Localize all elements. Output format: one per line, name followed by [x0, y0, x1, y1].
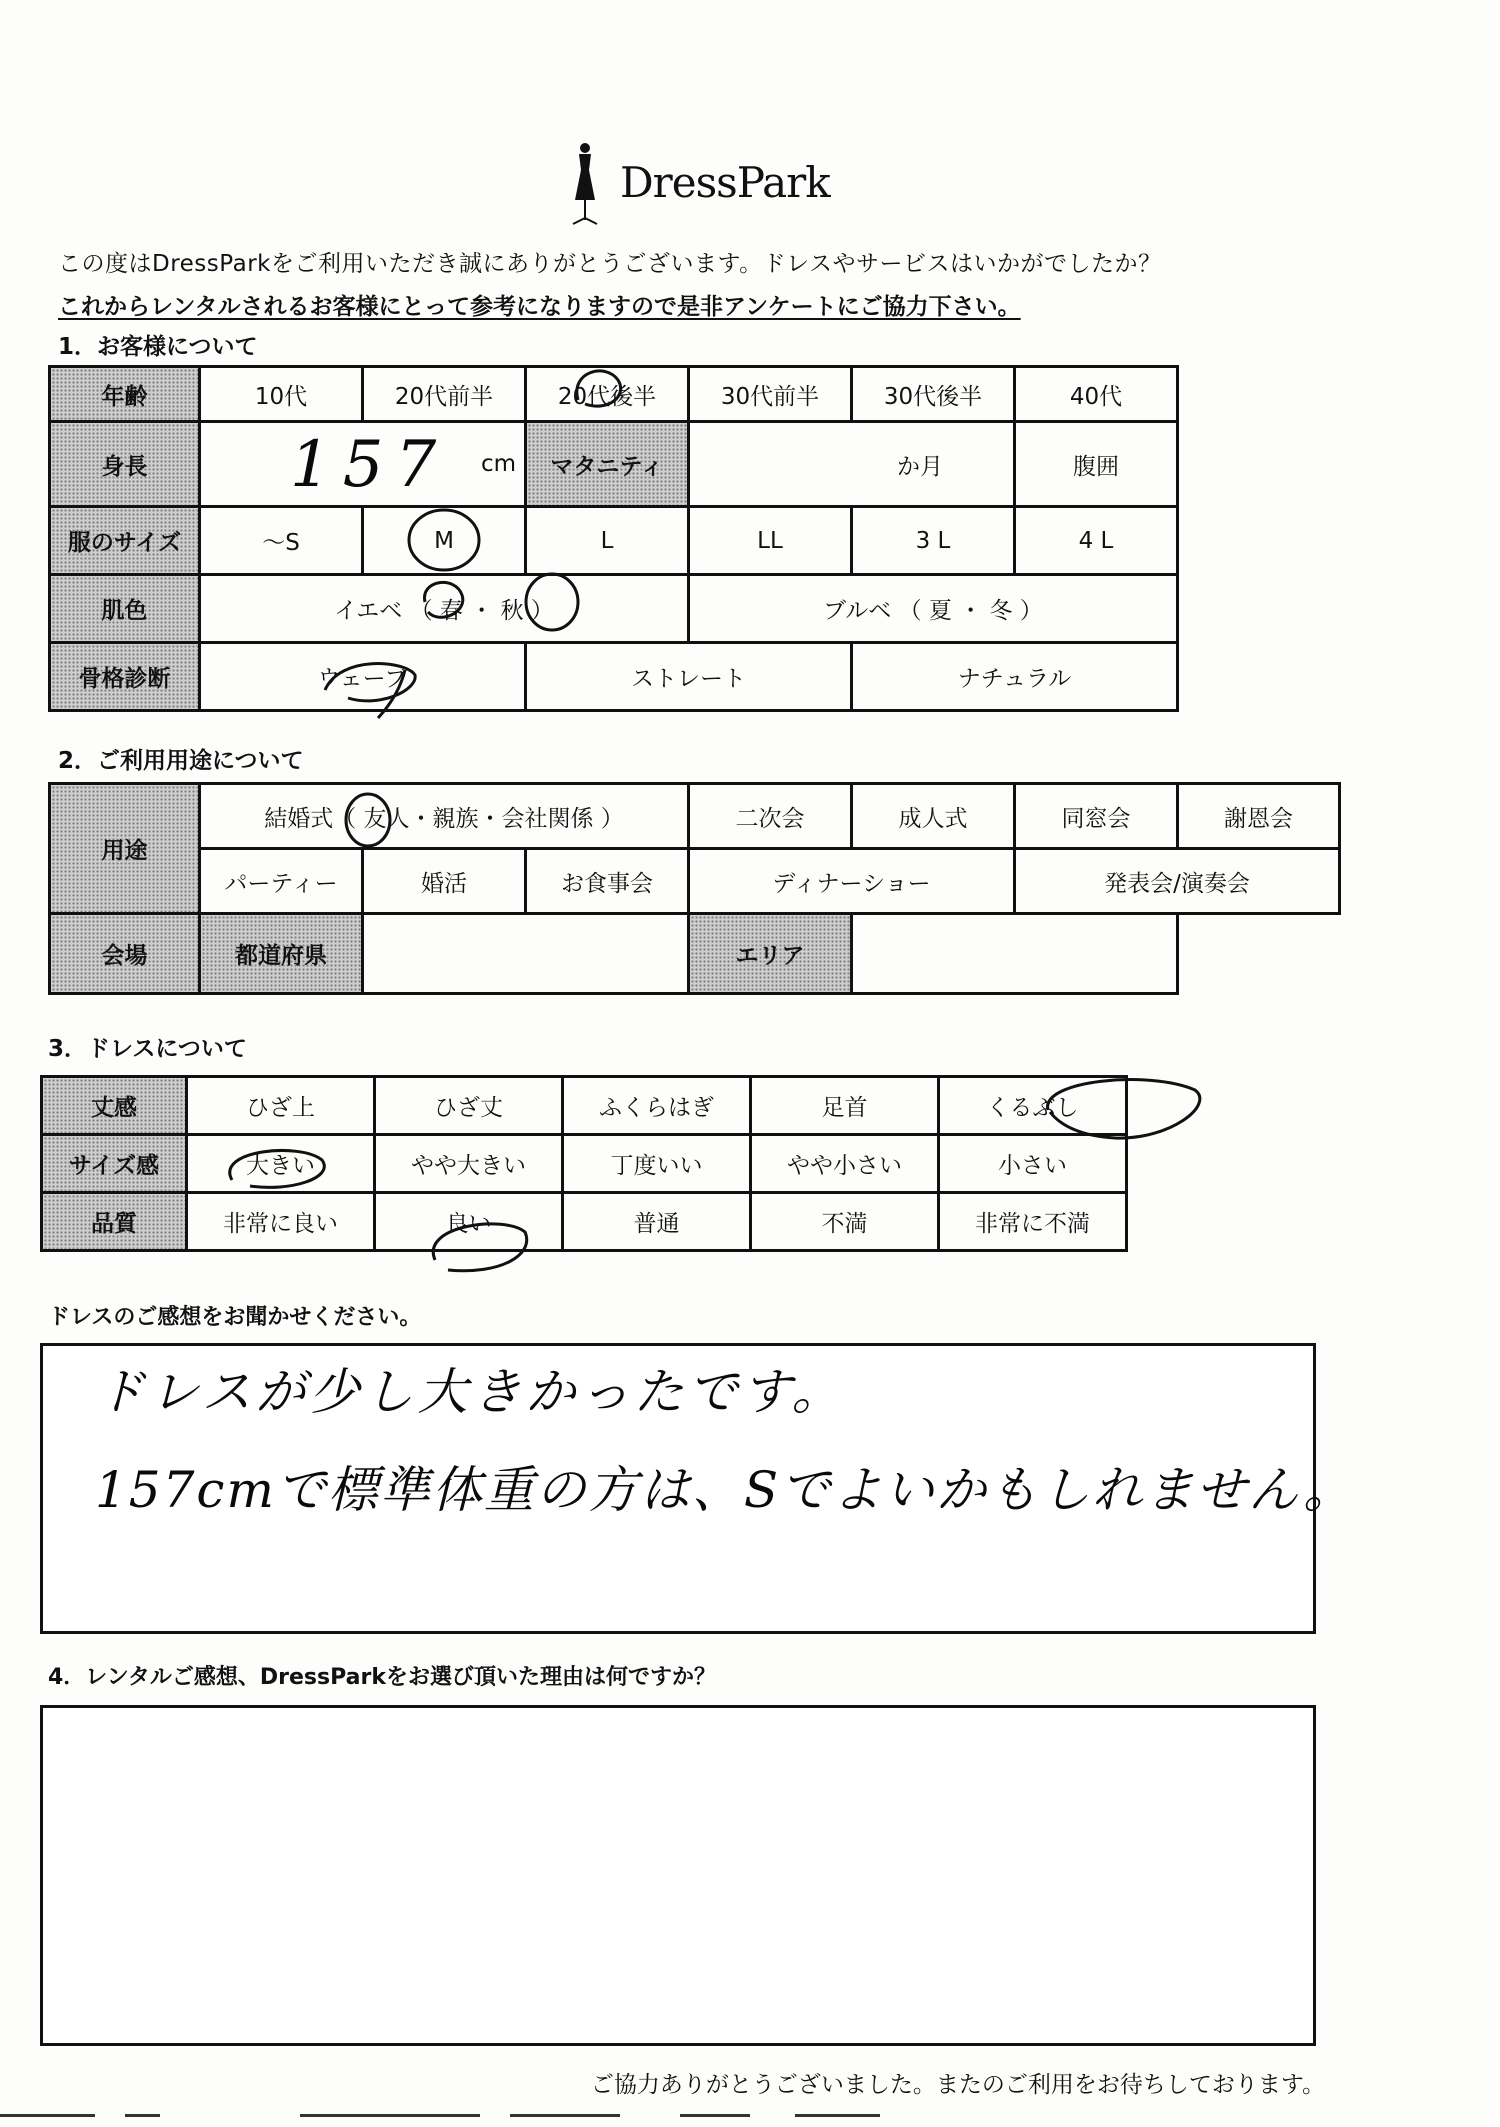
purpose-option[interactable]: 同窓会 — [1015, 784, 1178, 849]
quality-option[interactable]: 普通 — [563, 1193, 751, 1251]
age-option[interactable]: 30代後半 — [852, 367, 1015, 422]
scan-edge-mark — [125, 2114, 160, 2117]
quality-option[interactable]: 不満 — [751, 1193, 939, 1251]
purpose-option[interactable]: 謝恩会 — [1178, 784, 1340, 849]
length-option[interactable]: ふくらはぎ — [563, 1077, 751, 1135]
quality-option[interactable]: 非常に不満 — [939, 1193, 1127, 1251]
scan-edge-mark — [510, 2114, 620, 2117]
purpose-option[interactable]: 婚活 — [363, 849, 526, 914]
fit-option[interactable]: やや大きい — [375, 1135, 563, 1193]
mannequin-icon — [560, 140, 610, 230]
brand-name: DressPark — [620, 158, 830, 207]
skin-yellow[interactable]: イエベ （ 春 ・ 秋 ） — [200, 575, 689, 643]
area-field[interactable] — [852, 914, 1178, 994]
length-option[interactable]: ひざ丈 — [375, 1077, 563, 1135]
purpose-option[interactable]: ディナーショー — [689, 849, 1015, 914]
area-header: エリア — [689, 914, 852, 994]
age-option[interactable]: 20代後半 — [526, 367, 689, 422]
size-option[interactable]: ～S — [200, 507, 363, 575]
customer-table — [48, 365, 1179, 712]
length-option[interactable]: くるぶし — [939, 1077, 1127, 1135]
age-option[interactable]: 10代 — [200, 367, 363, 422]
skin-header: 肌色 — [50, 575, 200, 643]
age-header: 年齢 — [50, 367, 200, 422]
scan-edge-mark — [300, 2114, 480, 2117]
maternity-header: マタニティ — [526, 422, 689, 507]
quality-header: 品質 — [42, 1193, 187, 1251]
height-header: 身長 — [50, 422, 200, 507]
quality-option[interactable]: 非常に良い — [187, 1193, 375, 1251]
section-1-title: 1．お客様について — [58, 334, 258, 360]
logo — [560, 140, 830, 230]
age-option[interactable]: 20代前半 — [363, 367, 526, 422]
purpose-option[interactable]: パーティー — [200, 849, 363, 914]
scan-edge-mark — [680, 2114, 750, 2117]
length-option[interactable]: 足首 — [751, 1077, 939, 1135]
fit-header: サイズ感 — [42, 1135, 187, 1193]
purpose-option[interactable]: 二次会 — [689, 784, 852, 849]
size-option[interactable]: LL — [689, 507, 852, 575]
height-unit: cm — [480, 451, 516, 477]
intro-line-1: この度はDressParkをご利用いただき誠にありがとうございます。ドレスやサービスはいかがでしたか？ — [58, 251, 1162, 277]
intro-line-2: これからレンタルされるお客様にとって参考になりますので是非アンケートにご協力下さい。 — [58, 294, 1021, 320]
handwritten-impression-line-1: ドレスが少し大きかったです。 — [95, 1363, 846, 1421]
size-option[interactable]: L — [526, 507, 689, 575]
skeleton-option[interactable]: ストレート — [526, 643, 852, 711]
prefecture-field[interactable] — [363, 914, 689, 994]
dress-table — [40, 1075, 1128, 1252]
section-3-title: 3．ドレスについて — [48, 1036, 247, 1062]
venue-header: 会場 — [50, 914, 200, 994]
size-option[interactable]: 4 L — [1015, 507, 1178, 575]
fit-option[interactable]: 丁度いい — [563, 1135, 751, 1193]
purpose-option[interactable]: 結婚式（ 友人・親族・会社関係 ） — [200, 784, 689, 849]
skeleton-option[interactable]: ナチュラル — [852, 643, 1178, 711]
skeleton-header: 骨格診断 — [50, 643, 200, 711]
section-2-title: 2．ご利用用途について — [58, 748, 304, 774]
section-4-textarea[interactable] — [40, 1705, 1316, 2046]
skeleton-option[interactable]: ウェーブ — [200, 643, 526, 711]
belly-label: 腹囲 — [1015, 422, 1178, 507]
age-option[interactable]: 30代前半 — [689, 367, 852, 422]
fit-option[interactable]: 大きい — [187, 1135, 375, 1193]
scan-edge-mark — [0, 2114, 95, 2117]
purpose-header: 用途 — [50, 784, 200, 914]
handwritten-height: 157 — [290, 428, 449, 502]
handwritten-impression-line-2: 157cmで標準体重の方は、Sでよいかもしれません。 — [95, 1461, 1356, 1519]
fit-option[interactable]: 小さい — [939, 1135, 1127, 1193]
length-option[interactable]: ひざ上 — [187, 1077, 375, 1135]
impressions-label: ドレスのご感想をお聞かせください。 — [48, 1305, 422, 1330]
purpose-option[interactable]: お食事会 — [526, 849, 689, 914]
quality-option[interactable]: 良い — [375, 1193, 563, 1251]
purpose-option[interactable]: 発表会/演奏会 — [1015, 849, 1340, 914]
footer-thanks: ご協力ありがとうございました。またのご利用をお待ちしております。 — [590, 2072, 1325, 2098]
months-unit: か月 — [897, 453, 943, 480]
size-option[interactable]: 3 L — [852, 507, 1015, 575]
maternity-months-field[interactable] — [689, 422, 1015, 507]
section-4-title: 4．レンタルご感想、DressParkをお選び頂いた理由は何ですか？ — [48, 1665, 716, 1690]
size-option[interactable]: M — [363, 507, 526, 575]
purpose-option[interactable]: 成人式 — [852, 784, 1015, 849]
age-option[interactable]: 40代 — [1015, 367, 1178, 422]
fit-option[interactable]: やや小さい — [751, 1135, 939, 1193]
prefecture-header: 都道府県 — [200, 914, 363, 994]
skin-blue[interactable]: ブルベ （ 夏 ・ 冬 ） — [689, 575, 1178, 643]
usage-table — [48, 782, 1341, 995]
size-header: 服のサイズ — [50, 507, 200, 575]
scan-edge-mark — [795, 2114, 880, 2117]
length-header: 丈感 — [42, 1077, 187, 1135]
